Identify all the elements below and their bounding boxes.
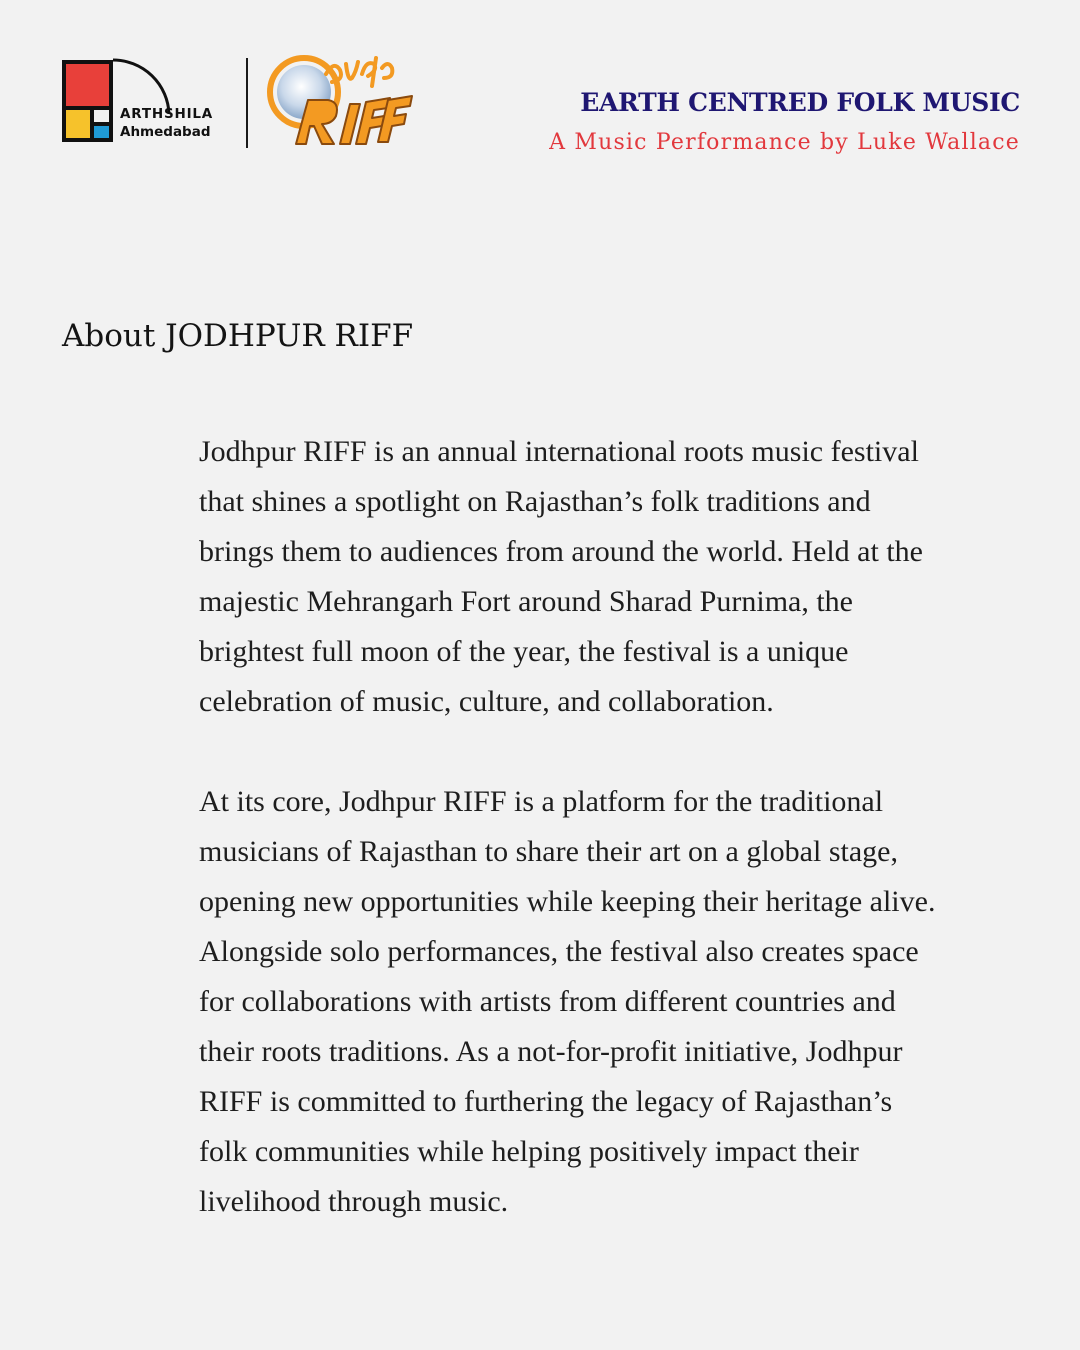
arthshila-city: Ahmedabad bbox=[120, 124, 211, 140]
about-body bbox=[199, 427, 939, 1227]
page-header bbox=[0, 0, 1080, 180]
logo-divider bbox=[246, 58, 248, 148]
arthshila-name: ARTHSHILA bbox=[120, 106, 214, 122]
section-heading: About JODHPUR RIFF bbox=[62, 318, 414, 354]
arthshila-logo bbox=[60, 56, 230, 146]
event-title: EARTH CENTRED FOLK MUSIC bbox=[580, 88, 1020, 117]
about-paragraph-2: At its core, Jodhpur RIFF is a platform for the traditional musicians of Rajasthan to share their art on a global stage, opening new opportunities while keeping their heritage alive. Alongside solo performances, the festival also creates space for collaborations with artists from different countries and their roots traditions. As a not-for-profit initiative, Jodhpur RIFF is committed to furthering the legacy of Rajasthan’s folk communities while helping positively impact their livelihood through music. bbox=[199, 785, 936, 1218]
event-subtitle: A Music Performance by Luke Wallace bbox=[549, 130, 1020, 155]
jodhpur-riff-logo bbox=[266, 44, 416, 154]
about-paragraph-1: Jodhpur RIFF is an annual international roots music festival that shines a spotlight on Rajasthan’s folk traditions and brings them to audiences from around the world. Held at the majestic Mehrangarh Fort around Sharad Purnima, the brightest full moon of the year, the festival is a unique celebration of music, culture, and collaboration. bbox=[199, 435, 923, 718]
jodhpur-riff-logo-icon bbox=[266, 44, 416, 154]
